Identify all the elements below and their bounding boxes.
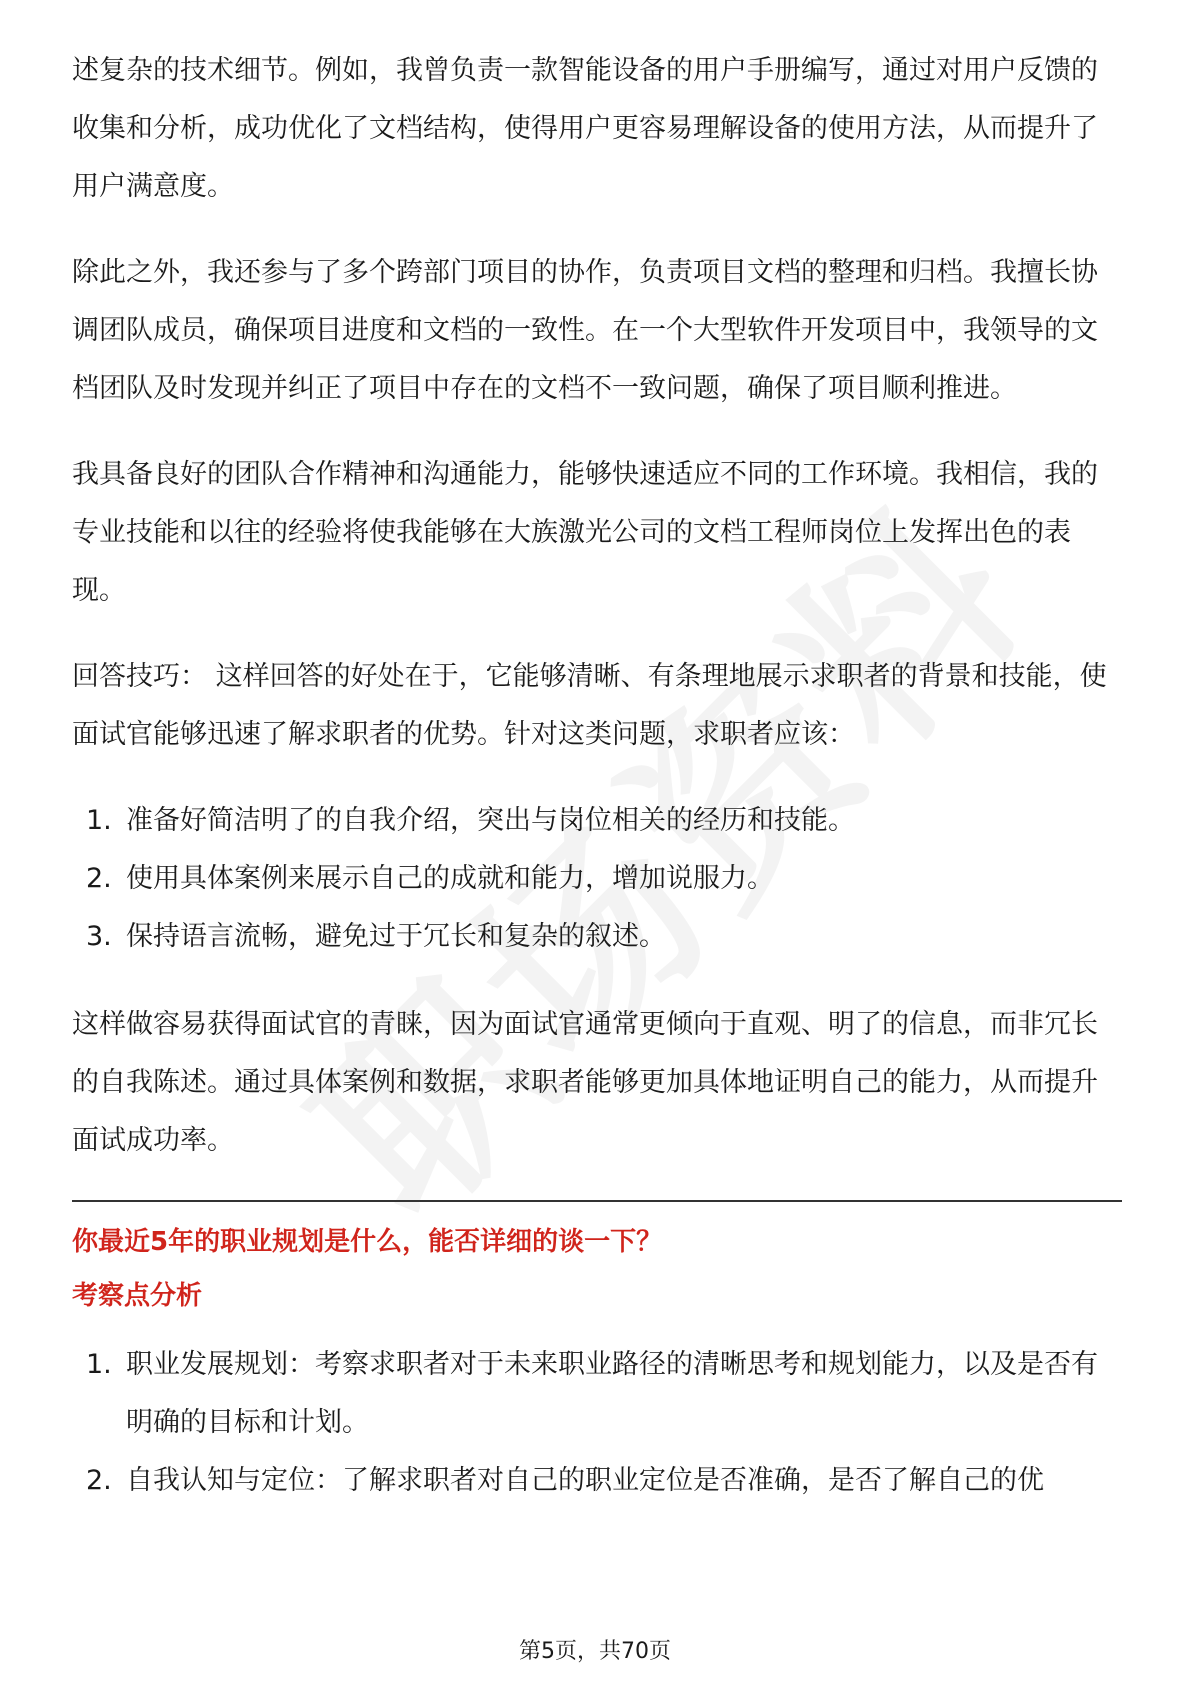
paragraph-2: 除此之外，我还参与了多个跨部门项目的协作，负责项目文档的整理和归档。我擅长协调团队成员，确保项目进度和文档的一致性。在一个大型软件开发项目中，我领导的文档团队及时发现并纠正了项目中存在的文档不一致问题，确保了项目顺利推进。: [72, 257, 1098, 404]
list-item-text: 准备好简洁明了的自我介绍，突出与岗位相关的经历和技能。: [126, 805, 855, 836]
analysis-list: [72, 1336, 1122, 1510]
list-item-text: 保持语言流畅，避免过于冗长和复杂的叙述。: [126, 921, 666, 952]
list-item: [72, 792, 1122, 850]
list-number: 2.: [86, 1465, 112, 1496]
paragraph-1: 述复杂的技术细节。例如，我曾负责一款智能设备的用户手册编写，通过对用户反馈的收集和分析，成功优化了文档结构，使得用户更容易理解设备的使用方法，从而提升了用户满意度。: [72, 55, 1098, 202]
list-item: [72, 908, 1122, 966]
list-item-text: 自我认知与定位：了解求职者对自己的职业定位是否准确，是否了解自己的优: [126, 1465, 1044, 1496]
list-item-text: 使用具体案例来展示自己的成就和能力，增加说服力。: [126, 863, 774, 894]
page-footer: 第5页，共70页: [519, 1639, 671, 1664]
answer-tips-paragraph: 回答技巧： 这样回答的好处在于，它能够清晰、有条理地展示求职者的背景和技能，使面试官能够迅速了解求职者的优势。针对这类问题，求职者应该：: [72, 661, 1107, 750]
closing-paragraph: 这样做容易获得面试官的青睐，因为面试官通常更倾向于直观、明了的信息，而非冗长的自我陈述。通过具体案例和数据，求职者能够更加具体地证明自己的能力，从而提升面试成功率。: [72, 1009, 1098, 1156]
list-number: 3.: [86, 921, 112, 952]
list-item: [72, 1336, 1122, 1452]
list-number: 1.: [86, 805, 112, 836]
list-number: 2.: [86, 863, 112, 894]
tips-list: [72, 792, 1122, 966]
section-divider: [72, 1200, 1122, 1202]
paragraph-3: 我具备良好的团队合作精神和沟通能力，能够快速适应不同的工作环境。我相信，我的专业技能和以往的经验将使我能够在大族激光公司的文档工程师岗位上发挥出色的表现。: [72, 459, 1098, 606]
list-item: [72, 1452, 1122, 1510]
analysis-heading: 考察点分析: [72, 1281, 203, 1311]
list-item: [72, 850, 1122, 908]
document-page: [72, 42, 1122, 1540]
list-item-text: 职业发展规划：考察求职者对于未来职业路径的清晰思考和规划能力，以及是否有明确的目标和计划。: [126, 1349, 1098, 1438]
list-number: 1.: [86, 1349, 112, 1380]
question-heading: 你最近5年的职业规划是什么，能否详细的谈一下？: [72, 1227, 663, 1257]
